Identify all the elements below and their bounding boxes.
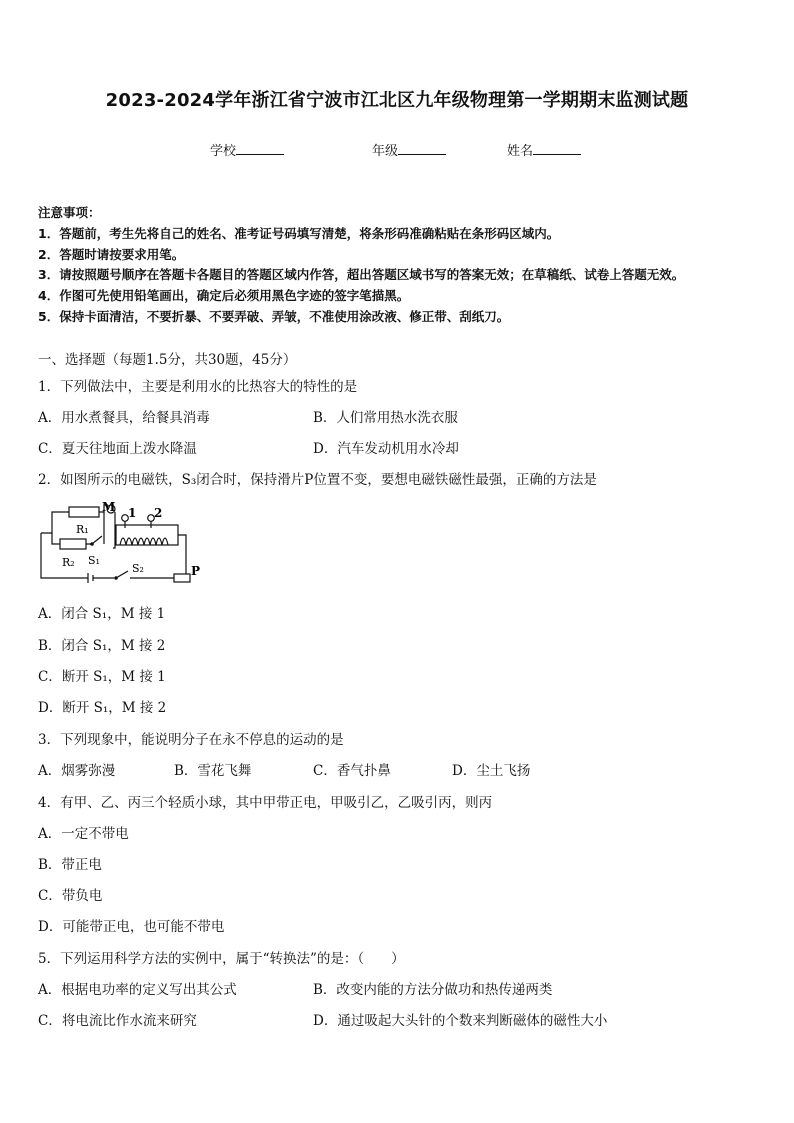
notes-heading: 注意事项： [38,205,101,220]
name-blank [533,142,581,155]
terminal-m-label: M [102,500,116,514]
grade-blank [398,142,446,155]
r2-label: R₂ [62,556,75,569]
q3-option-a: A．烟雾弥漫 [38,763,116,779]
name-label: 姓名 [507,144,534,159]
note-item: 5．保持卡面清洁，不要折暴、不要弄破、弄皱，不准使用涂改液、修正带、刮纸刀。 [38,309,510,324]
s2-label: S₂ [132,562,144,575]
question-1-stem: 1．下列做法中，主要是利用水的比热容大的特性的是 [38,379,358,395]
q1-option-b: B．人们常用热水洗衣服 [313,410,458,426]
q5-option-b: B．改变内能的方法分做功和热传递两类 [313,982,553,998]
terminal-1-label: 1 [128,506,137,520]
electromagnet-circuit-figure [36,500,206,590]
name-field [507,140,581,159]
q1-option-c: C．夏天往地面上泼水降温 [38,441,197,457]
q4-option-b: B．带正电 [38,857,102,873]
grade-field [372,140,446,159]
q2-option-c: C．断开 S₁，M 接 1 [38,669,166,685]
question-2-stem: 2．如图所示的电磁铁，S₃闭合时，保持滑片P位置不变，要想电磁铁磁性最强，正确的方法是 [38,472,597,488]
terminal-2-label: 2 [154,506,163,520]
note-item: 2．答题时请按要求用笔。 [38,247,185,262]
q2-option-d: D．断开 S₁，M 接 2 [38,700,167,716]
q2-option-b: B．闭合 S₁，M 接 2 [38,638,166,654]
q4-option-d: D．可能带正电，也可能不带电 [38,919,225,935]
q1-option-a: A．用水煮餐具，给餐具消毒 [38,410,210,426]
school-blank [236,142,284,155]
q3-option-c: C．香气扑鼻 [313,763,391,779]
r1-label: R₁ [76,523,89,536]
q3-option-d: D．尘土飞扬 [452,763,531,779]
q4-option-a: A．一定不带电 [38,826,129,842]
question-4-stem: 4．有甲、乙、丙三个轻质小球，其中甲带正电，甲吸引乙，乙吸引丙，则丙 [38,795,493,811]
grade-label: 年级 [372,144,399,159]
q4-option-c: C．带负电 [38,888,103,904]
question-3-stem: 3．下列现象中，能说明分子在永不停息的运动的是 [38,732,344,748]
section-heading: 一、选择题（每题1.5分，共30题，45分） [38,352,297,368]
q5-option-d: D．通过吸起大头针的个数来判断磁体的磁性大小 [313,1013,608,1029]
note-item: 4．作图可先使用铅笔画出，确定后必须用黑色字迹的签字笔描黑。 [38,288,410,303]
q1-option-d: D．汽车发动机用水冷却 [313,441,459,457]
school-label: 学校 [210,144,237,159]
q3-option-b: B．雪花飞舞 [174,763,252,779]
note-item: 3．请按照题号顺序在答题卡各题目的答题区域内作答，超出答题区域书写的答案无效；在草稿纸、试卷上答题无效。 [38,267,685,282]
note-item: 1．答题前，考生先将自己的姓名、准考证号码填写清楚，将条形码准确粘贴在条形码区域内。 [38,226,560,241]
q2-option-a: A．闭合 S₁，M 接 1 [38,606,166,622]
school-field [210,140,284,159]
question-5-stem: 5．下列运用科学方法的实例中，属于“转换法”的是：（ ） [38,951,405,967]
slider-p-label: P [191,564,201,578]
q5-option-a: A．根据电功率的定义写出其公式 [38,982,237,998]
q5-option-c: C．将电流比作水流来研究 [38,1013,197,1029]
s1-label: S₁ [88,554,100,567]
page-title: 2023-2024学年浙江省宁波市江北区九年级物理第一学期期末监测试题 [105,90,689,111]
